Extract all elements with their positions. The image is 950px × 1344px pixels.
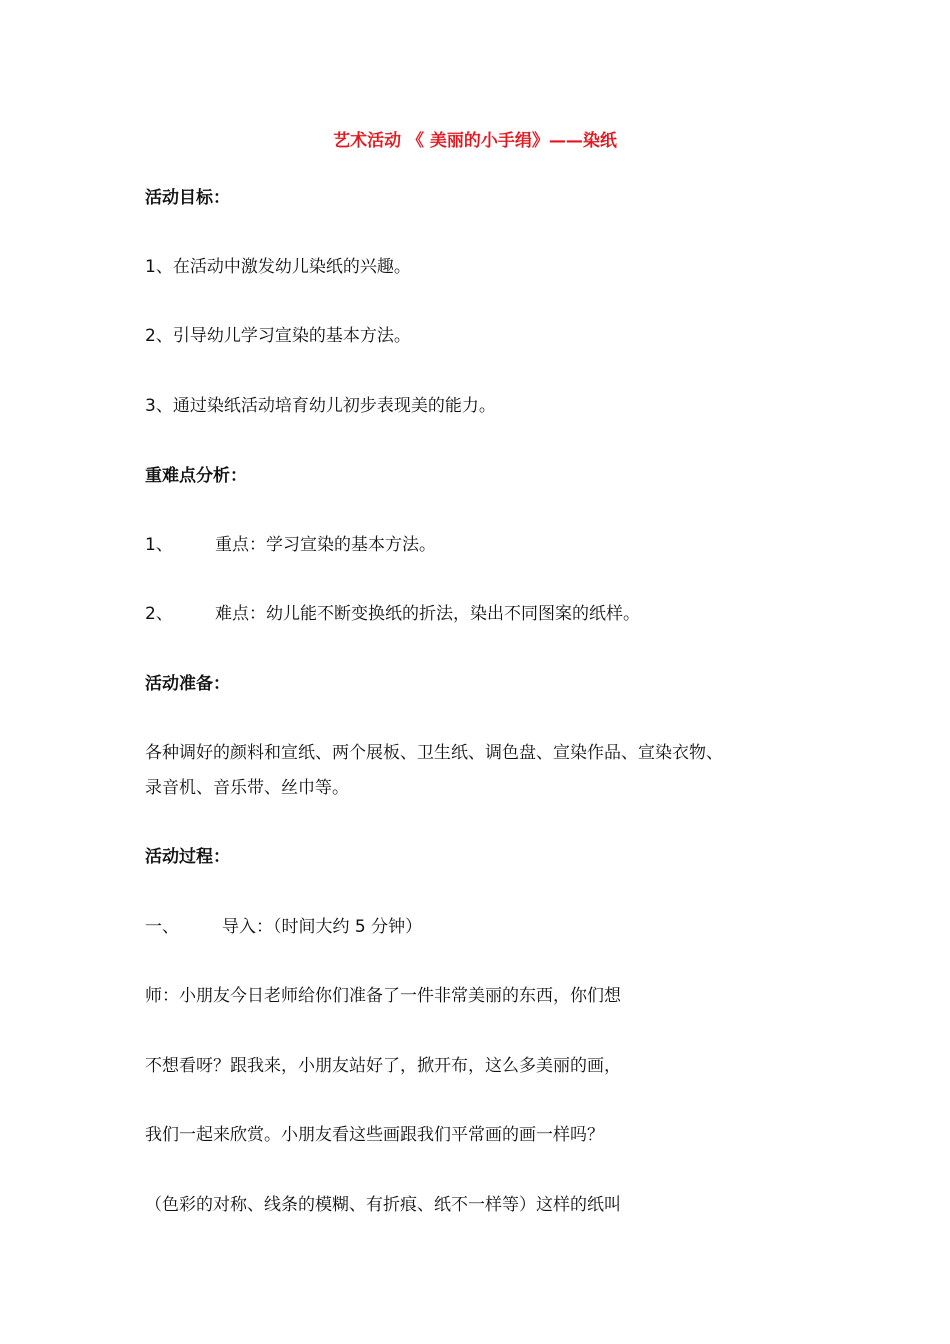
key-point-item <box>145 534 436 556</box>
goals-heading: 活动目标： <box>145 188 230 208</box>
goal-text: 、引导幼儿学习宣染的基本方法。 <box>155 326 411 346</box>
process-paragraph-line: （色彩的对称、线条的模糊、有折痕、纸不一样等）这样的纸叫 <box>145 1195 621 1215</box>
key-point-number: 1 <box>145 535 156 555</box>
step-label: 一、 <box>145 917 179 937</box>
key-points-heading: 重难点分析： <box>145 466 247 486</box>
key-point-text: 重点：学习宣染的基本方法。 <box>215 535 436 555</box>
process-paragraph-line: 不想看呀？跟我来，小朋友站好了，掀开布，这么多美丽的画， <box>145 1056 621 1076</box>
key-point-separator: 、 <box>155 535 173 555</box>
goal-item <box>145 395 496 417</box>
document-title: 艺术活动 《 美丽的小手绢》——染纸 <box>333 131 617 151</box>
goal-text: 、通过染纸活动培育幼儿初步表现美的能力。 <box>155 396 496 416</box>
process-step-one <box>145 916 422 938</box>
goal-number: 2 <box>145 326 156 346</box>
step-minutes: 5 <box>354 917 366 937</box>
goal-number: 1 <box>145 257 156 277</box>
key-point-number: 2 <box>145 604 156 624</box>
key-point-item <box>145 603 640 625</box>
preparation-line: 录音机、音乐带、丝巾等。 <box>145 778 349 798</box>
goal-number: 3 <box>145 396 156 416</box>
goal-text: 、在活动中激发幼儿染纸的兴趣。 <box>155 257 411 277</box>
step-text-a: 导入：（时间大约 <box>222 917 355 937</box>
key-point-separator: 、 <box>155 604 173 624</box>
process-paragraph-line: 我们一起来欣赏。小朋友看这些画跟我们平常画的画一样吗？ <box>145 1125 604 1145</box>
process-paragraph-line: 师：小朋友今日老师给你们准备了一件非常美丽的东西，你们想 <box>145 986 621 1006</box>
key-point-marker <box>145 603 215 625</box>
preparation-line: 各种调好的颜料和宣纸、两个展板、卫生纸、调色盘、宣染作品、宣染衣物、 <box>145 743 723 763</box>
key-point-marker <box>145 534 215 556</box>
goal-item <box>145 256 411 278</box>
goal-item <box>145 325 411 347</box>
preparation-heading: 活动准备： <box>145 674 230 694</box>
step-text-b: 分钟） <box>365 917 423 937</box>
process-heading: 活动过程： <box>145 847 230 867</box>
key-point-text: 难点：幼儿能不断变换纸的折法，染出不同图案的纸样。 <box>215 604 640 624</box>
